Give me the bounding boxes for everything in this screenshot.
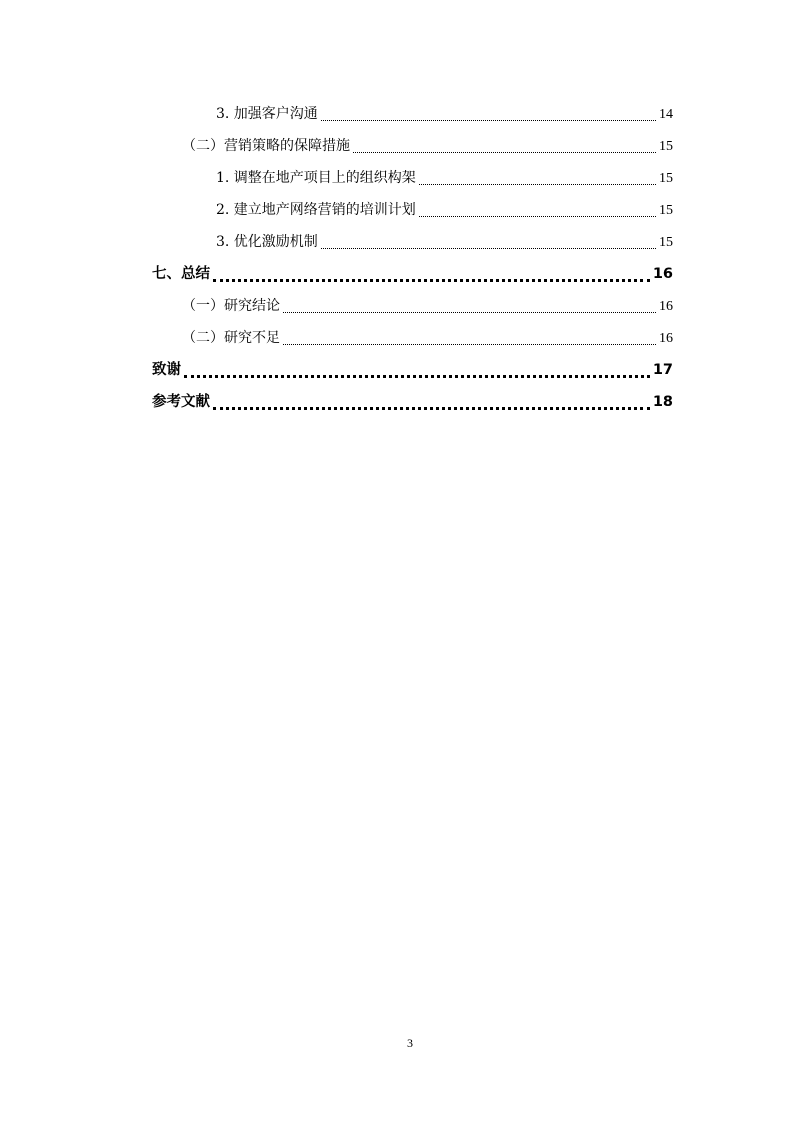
- toc-entry-page: 14: [659, 107, 673, 122]
- toc-leader-dots: [419, 215, 656, 217]
- page-number: 3: [407, 1036, 413, 1050]
- toc-entry[interactable]: [152, 322, 673, 354]
- toc-leader-dots: [419, 183, 656, 185]
- toc-leader-dots: [321, 119, 656, 121]
- table-of-contents: [152, 98, 673, 418]
- toc-leader-dots: [353, 151, 656, 153]
- toc-entry[interactable]: [152, 162, 673, 194]
- toc-entry-page: 16: [652, 266, 673, 282]
- toc-entry-page: 15: [659, 139, 673, 154]
- toc-entry-title: 2. 建立地产网络营销的培训计划: [216, 202, 416, 218]
- toc-leader-dots: [321, 247, 656, 249]
- toc-entry-chapter[interactable]: [152, 386, 673, 418]
- toc-entry-page: 16: [659, 299, 673, 314]
- toc-entry-chapter[interactable]: [152, 258, 673, 290]
- toc-entry-chapter[interactable]: [152, 354, 673, 386]
- toc-entry-title: 3. 优化激励机制: [216, 234, 318, 250]
- toc-leader-dots: [184, 374, 650, 378]
- toc-entry-page: 15: [659, 235, 673, 250]
- toc-leader-dots: [283, 311, 656, 313]
- toc-entry-title: 参考文献: [152, 394, 210, 410]
- toc-entry-page: 18: [652, 394, 673, 410]
- toc-leader-dots: [283, 343, 656, 345]
- toc-entry-title: 七、总结: [152, 266, 210, 282]
- toc-entry[interactable]: [152, 290, 673, 322]
- toc-entry-page: 15: [659, 203, 673, 218]
- toc-entry-title: 致谢: [152, 362, 181, 378]
- toc-entry-page: 17: [652, 362, 673, 378]
- toc-entry-title: 1. 调整在地产项目上的组织构架: [216, 170, 416, 186]
- toc-entry[interactable]: [152, 130, 673, 162]
- toc-entry-page: 15: [659, 171, 673, 186]
- toc-entry-page: 16: [659, 331, 673, 346]
- toc-entry-title: （二）研究不足: [182, 330, 280, 346]
- toc-leader-dots: [213, 406, 650, 410]
- toc-leader-dots: [213, 278, 650, 282]
- toc-entry-title: （二）营销策略的保障措施: [182, 138, 350, 154]
- toc-entry-title: （一）研究结论: [182, 298, 280, 314]
- toc-entry[interactable]: [152, 98, 673, 130]
- toc-entry-title: 3. 加强客户沟通: [216, 106, 318, 122]
- toc-entry[interactable]: [152, 226, 673, 258]
- toc-entry[interactable]: [152, 194, 673, 226]
